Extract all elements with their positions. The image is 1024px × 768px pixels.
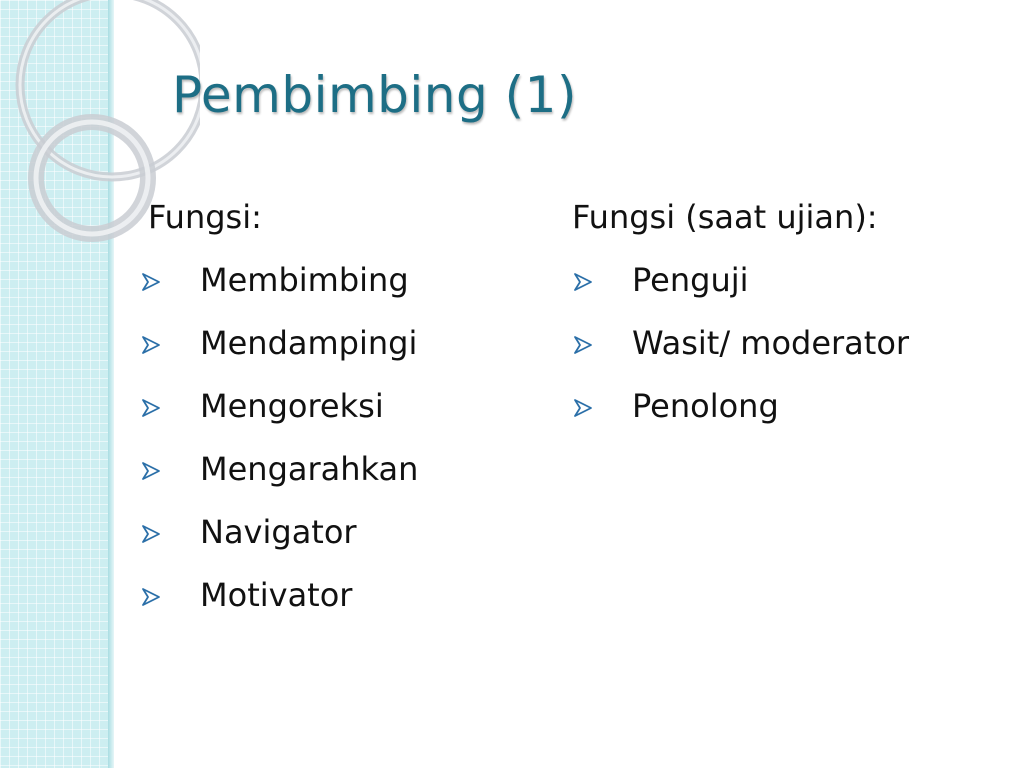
left-column-heading: Fungsi:: [148, 198, 262, 236]
arrow-bullet-icon: [140, 460, 162, 482]
arrow-bullet-icon: [572, 334, 594, 356]
arrow-bullet-icon: [572, 397, 594, 419]
right-column-heading: Fungsi (saat ujian):: [572, 198, 878, 236]
list-item-text: Wasit/ moderator: [632, 324, 910, 362]
list-item-text: Mendampingi: [200, 324, 418, 362]
arrow-bullet-icon: [140, 397, 162, 419]
list-item-text: Membimbing: [200, 261, 409, 299]
list-item-text: Mengoreksi: [200, 387, 384, 425]
arrow-bullet-icon: [140, 523, 162, 545]
arrow-bullet-icon: [140, 586, 162, 608]
arrow-bullet-icon: [140, 271, 162, 293]
decorative-circles: [0, 0, 200, 300]
list-item-text: Navigator: [200, 513, 357, 551]
list-item-text: Motivator: [200, 576, 353, 614]
arrow-bullet-icon: [572, 271, 594, 293]
arrow-bullet-icon: [140, 334, 162, 356]
slide-title: Pembimbing (1): [172, 66, 577, 124]
list-item-text: Penguji: [632, 261, 749, 299]
list-item-text: Penolong: [632, 387, 779, 425]
list-item-text: Mengarahkan: [200, 450, 419, 488]
